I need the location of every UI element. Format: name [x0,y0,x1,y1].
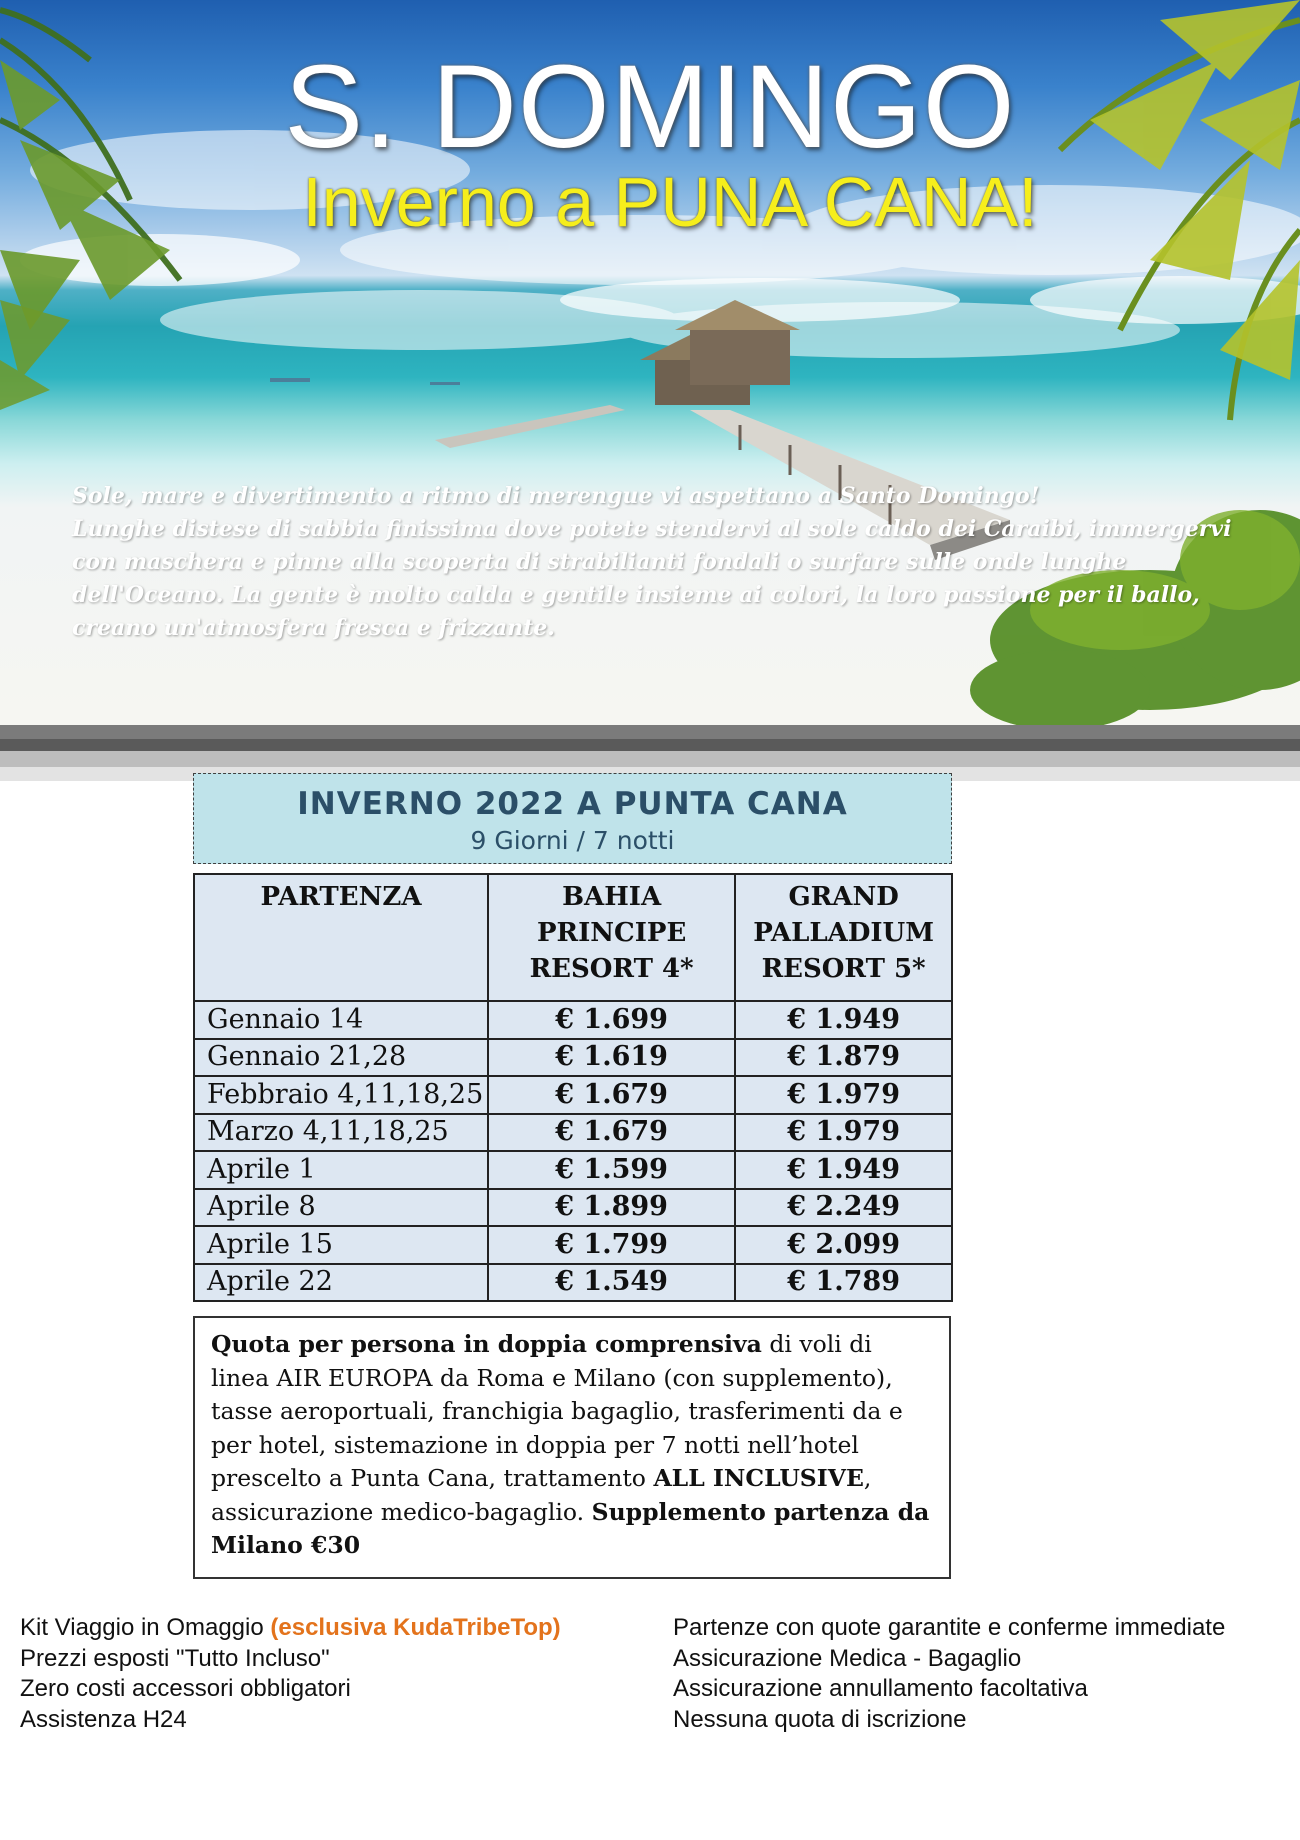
price-bahia-principe: € 1.679 [488,1114,735,1152]
table-row [194,1114,952,1152]
footer-item: Assistenza H24 [20,1705,187,1733]
table-row [194,1264,952,1302]
page-title: S. DOMINGO [284,41,1016,173]
departure-date: Aprile 8 [194,1189,488,1227]
column-header-departure: PARTENZA [194,874,488,1001]
price-grand-palladium: € 1.949 [735,1001,952,1039]
footer-item: Nessuna quota di iscrizione [673,1705,967,1733]
price-grand-palladium: € 1.979 [735,1076,952,1114]
description-line: creano un'atmosfera fresca e frizzante. [72,615,555,641]
price-grand-palladium: € 1.979 [735,1114,952,1152]
departure-date: Febbraio 4,11,18,25 [194,1076,488,1114]
footer-item: Prezzi esposti "Tutto Incluso" [20,1644,330,1672]
note-intro: Quota per persona in doppia comprensiva [211,1330,762,1358]
footer-item: Assicurazione annullamento facoltativa [673,1675,1088,1702]
price-bahia-principe: € 1.619 [488,1039,735,1077]
hero-banner [0,0,1300,725]
departure-date: Aprile 1 [194,1151,488,1189]
price-grand-palladium: € 1.789 [735,1264,952,1302]
footer-item: Partenze con quote garantite e conferme immediate [673,1614,1226,1641]
offer-header [193,773,952,864]
column-header-grand-palladium: GRAND PALLADIUM RESORT 5* [735,874,952,1001]
description-line: dell'Oceano. La gente è molto calda e gentile insieme ai colori, la loro passione per il ballo, [72,582,1200,608]
footer-item [20,1613,561,1644]
description-line: Lunghe distese di sabbia finissima dove potete stendervi al sole caldo dei Caraibi, immergervi [72,516,1232,542]
divider-band [0,725,1300,739]
price-bahia-principe: € 1.679 [488,1076,735,1114]
table-header-row [194,874,952,1001]
page-subtitle: Inverno a PUNA CANA! [302,163,1038,241]
price-bahia-principe: € 1.799 [488,1226,735,1264]
footer-kit-text: Kit Viaggio in Omaggio [20,1614,264,1641]
description-line: Sole, mare e divertimento a ritmo di merengue vi aspettano a Santo Domingo! [72,483,1040,509]
price-bahia-principe: € 1.549 [488,1264,735,1302]
departure-date: Gennaio 14 [194,1001,488,1039]
departure-date: Aprile 22 [194,1264,488,1302]
footer-benefits-left [20,1613,561,1735]
offer-title: INVERNO 2022 A PUNTA CANA [297,786,848,822]
column-header-bahia-principe: BAHIA PRINCIPE RESORT 4* [488,874,735,1001]
price-grand-palladium: € 1.949 [735,1151,952,1189]
price-table [193,873,953,1302]
divider-band [0,739,1300,751]
price-grand-palladium: € 1.879 [735,1039,952,1077]
price-bahia-principe: € 1.599 [488,1151,735,1189]
table-row [194,1001,952,1039]
price-grand-palladium: € 2.249 [735,1189,952,1227]
table-row [194,1151,952,1189]
footer-benefits-right [673,1613,1225,1735]
note-text: , assicurazione medico-bagaglio. [211,1464,872,1526]
divider-band [0,751,1300,767]
note-text: di voli di linea AIR EUROPA da Roma e Milano (con supplemento), tasse aeroportuali, franchigia bagaglio, trasferimenti da e per hotel, sistemazione in doppia per 7 notti nell’hotel prescelto a Punta Cana, trattamento [211,1330,903,1492]
destination-description [72,480,1272,645]
table-row [194,1039,952,1077]
price-inclusions-note [193,1316,951,1579]
table-row [194,1076,952,1114]
table-row [194,1189,952,1227]
offer-duration: 9 Giorni / 7 notti [470,826,675,855]
price-bahia-principe: € 1.699 [488,1001,735,1039]
footer-item: Assicurazione Medica - Bagaglio [673,1644,1022,1672]
note-supplement: Supplemento partenza da Milano €30 [211,1497,930,1559]
departure-date: Aprile 15 [194,1226,488,1264]
price-bahia-principe: € 1.899 [488,1189,735,1227]
departure-date: Marzo 4,11,18,25 [194,1114,488,1152]
note-board-type: ALL INCLUSIVE [653,1464,864,1492]
table-row [194,1226,952,1264]
footer-kit-exclusive: (esclusiva KudaTribeTop) [270,1614,561,1641]
departure-date: Gennaio 21,28 [194,1039,488,1077]
description-line: con maschera e pinne alla scoperta di strabilianti fondali o surfare sulle onde lunghe [72,549,1127,575]
footer-item: Zero costi accessori obbligatori [20,1675,351,1702]
price-grand-palladium: € 2.099 [735,1226,952,1264]
